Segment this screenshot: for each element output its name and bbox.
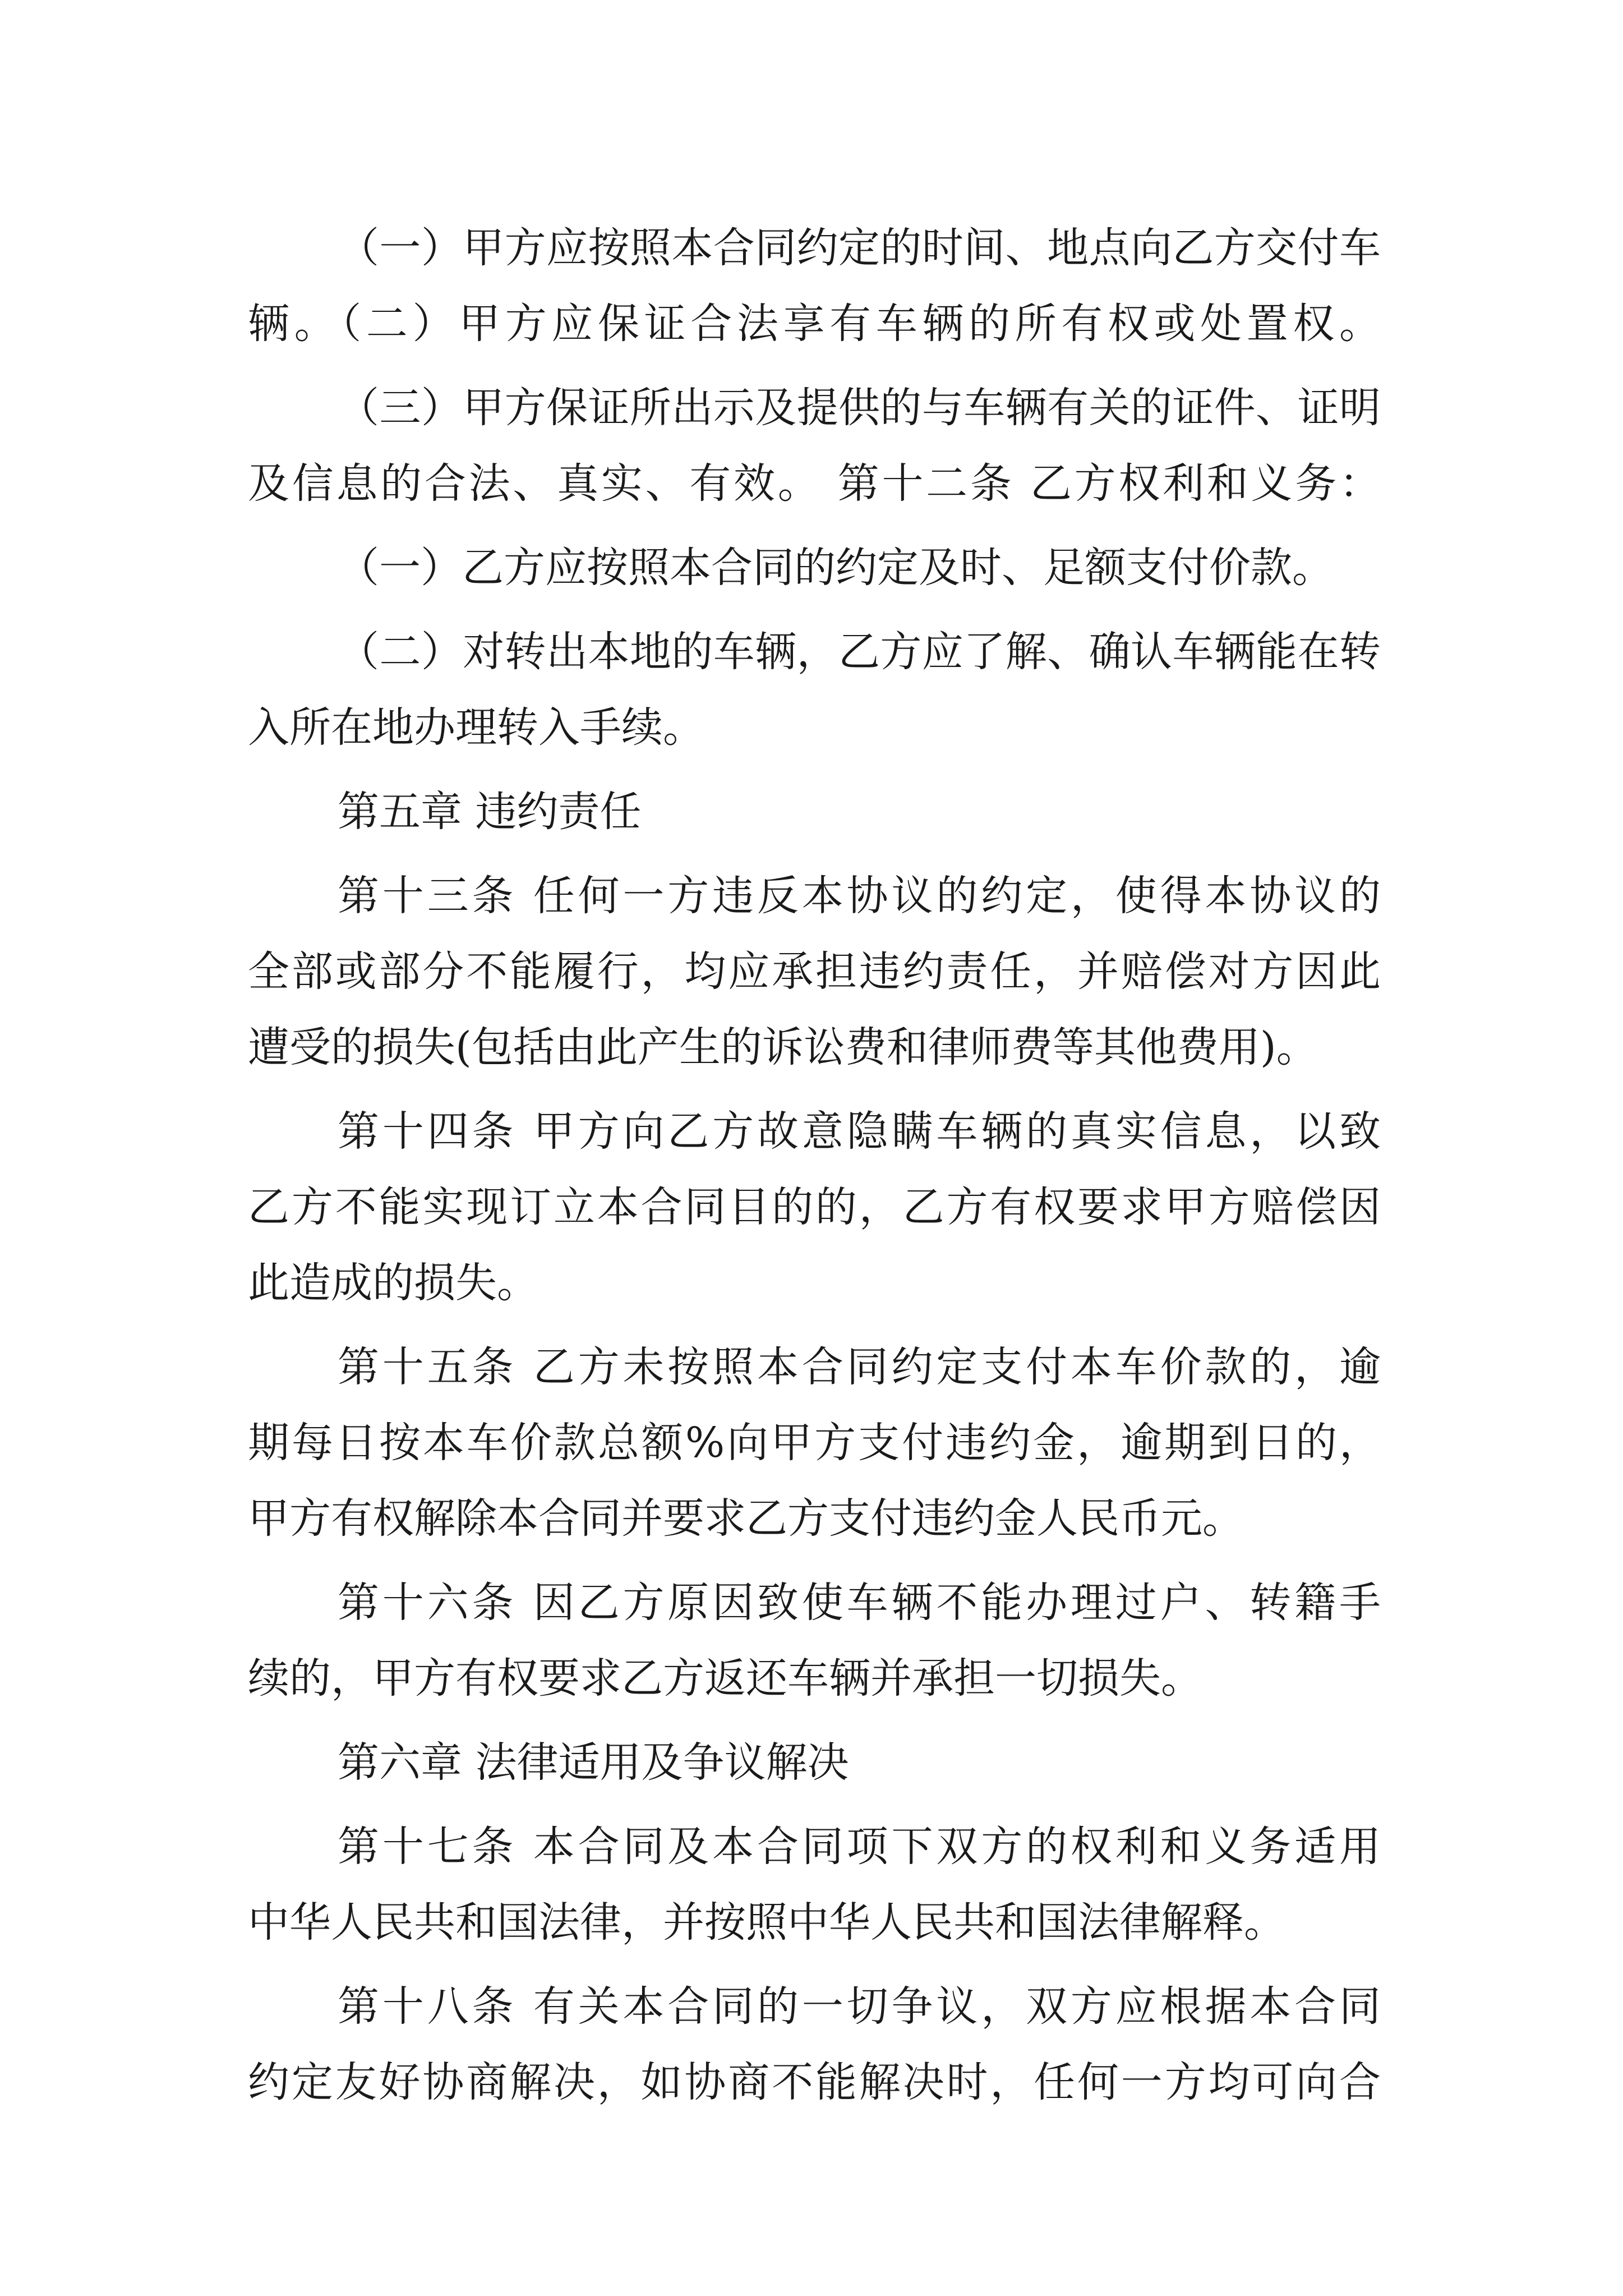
- paragraph-line: 此造成的损失。: [248, 1259, 538, 1307]
- paragraph-line: 入所在地办理转入手续。: [248, 703, 704, 752]
- paragraph-line: 期每日按本车价款总额%向甲方支付违约金，逾期到日的，: [248, 1419, 1381, 1467]
- paragraph-line: 第十八条 有关本合同的一切争议，双方应根据本合同: [338, 1982, 1381, 2031]
- paragraph-line: 辆。（二）甲方应保证合法享有车辆的所有权或处置权。: [248, 300, 1381, 348]
- paragraph-line: 续的，甲方有权要求乙方返还车辆并承担一切损失。: [248, 1654, 1202, 1703]
- chapter-heading: 第五章 违约责任: [338, 788, 642, 836]
- paragraph-line: 约定友好协商解决，如协商不能解决时，任何一方均可向合: [248, 2058, 1381, 2106]
- paragraph-line: 乙方不能实现订立本合同目的的，乙方有权要求甲方赔偿因: [248, 1183, 1381, 1231]
- paragraph-line: （一）乙方应按照本合同的约定及时、足额支付价款。: [338, 544, 1334, 592]
- paragraph-line: 第十六条 因乙方原因致使车辆不能办理过户、转籍手: [338, 1579, 1381, 1627]
- paragraph-line: （一）甲方应按照本合同约定的时间、地点向乙方交付车: [338, 224, 1381, 272]
- chapter-heading: 第六章 法律适用及争议解决: [338, 1738, 849, 1787]
- paragraph-line: （二）对转出本地的车辆，乙方应了解、确认车辆能在转: [338, 628, 1381, 676]
- document-body: [248, 210, 1381, 2120]
- paragraph-line: 遭受的损失(包括由此产生的诉讼费和律师费等其他费用)。: [248, 1023, 1318, 1071]
- paragraph-line: 第十七条 本合同及本合同项下双方的权利和义务适用: [338, 1823, 1381, 1871]
- paragraph-line: （三）甲方保证所出示及提供的与车辆有关的证件、证明: [338, 384, 1381, 432]
- paragraph-line: 第十四条 甲方向乙方故意隐瞒车辆的真实信息，以致: [338, 1107, 1381, 1156]
- paragraph-line: 甲方有权解除本合同并要求乙方支付违约金人民币元。: [248, 1494, 1244, 1543]
- paragraph-line: 及信息的合法、真实、有效。 第十二条 乙方权利和义务：: [248, 459, 1381, 508]
- paragraph-line: 中华人民共和国法律，并按照中华人民共和国法律解释。: [248, 1898, 1285, 1947]
- paragraph-line: 第十五条 乙方未按照本合同约定支付本车价款的，逾: [338, 1343, 1381, 1391]
- paragraph-line: 全部或部分不能履行，均应承担违约责任，并赔偿对方因此: [248, 947, 1381, 996]
- paragraph-line: 第十三条 任何一方违反本协议的约定，使得本协议的: [338, 872, 1381, 920]
